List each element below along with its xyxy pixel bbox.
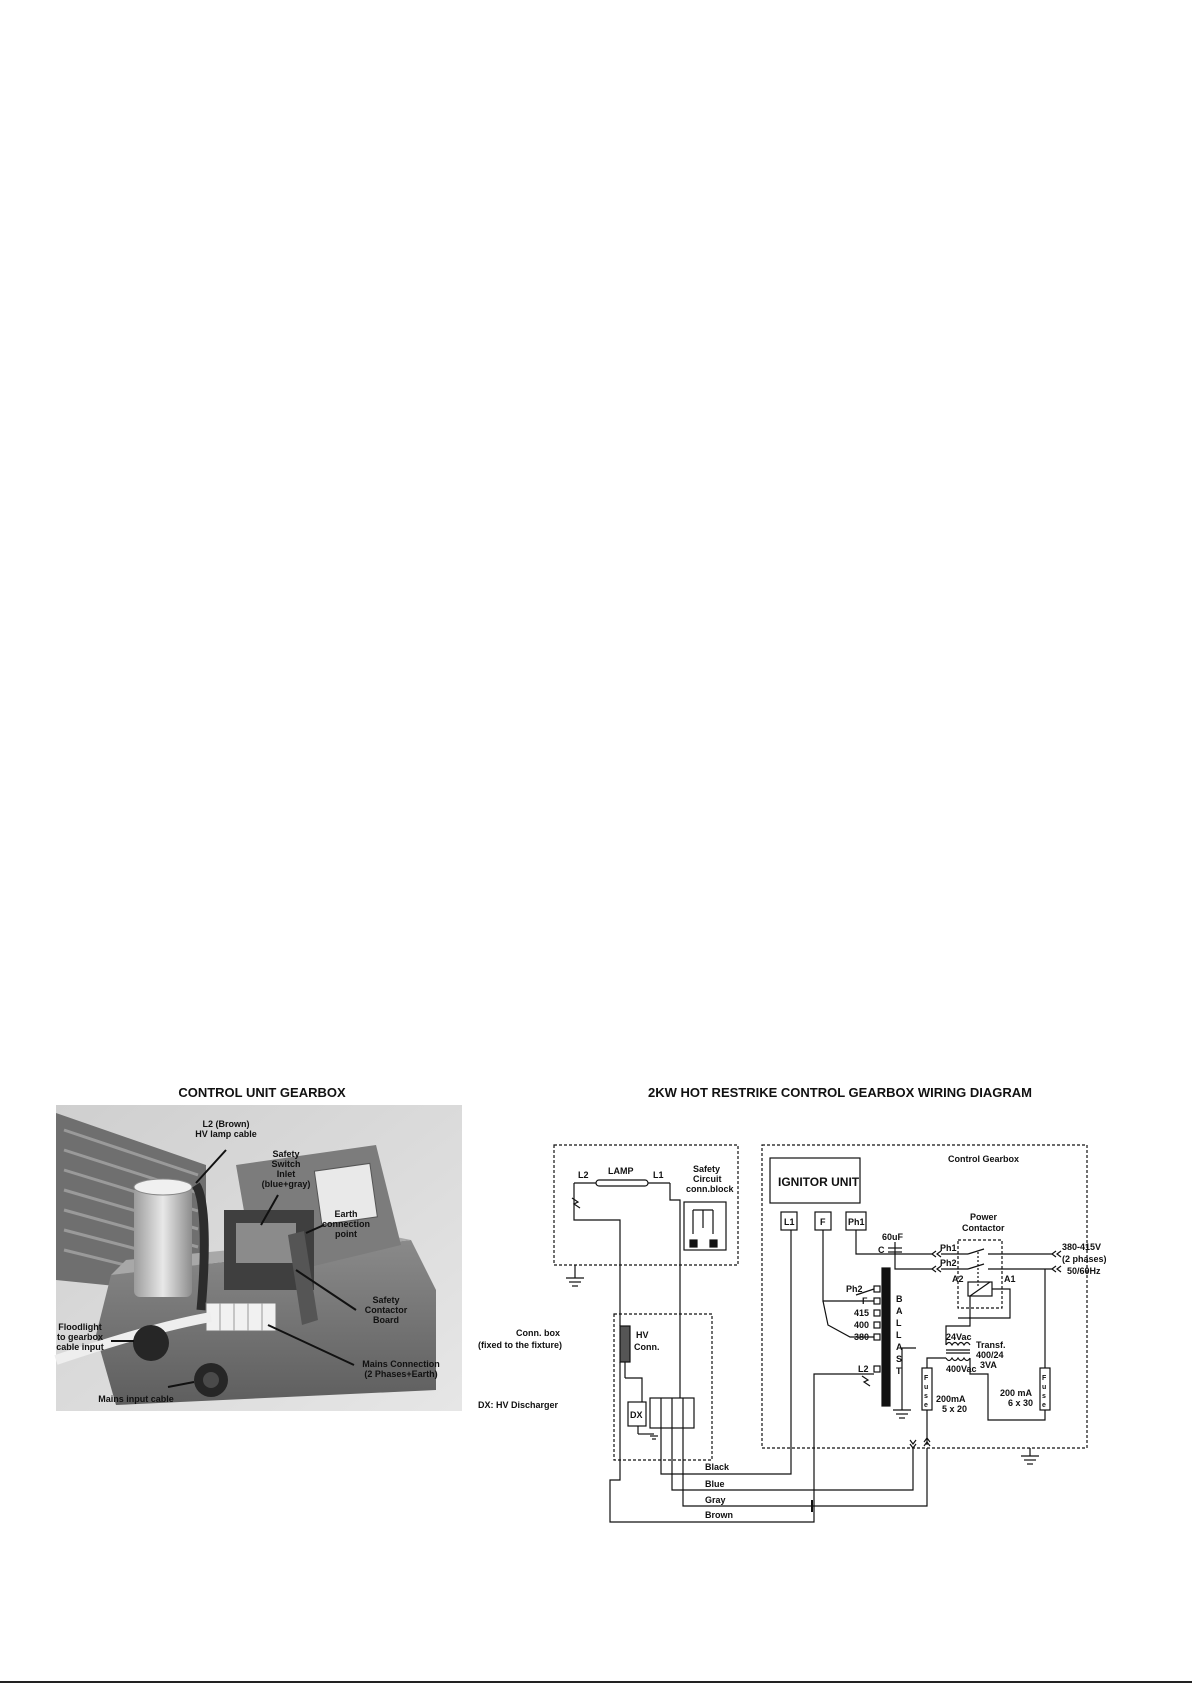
a1-label: A1 (1004, 1274, 1016, 1284)
tap-ph2: Ph2 (846, 1284, 863, 1294)
callout-blue-gray: (blue+gray) (261, 1179, 311, 1189)
contactor-ph1-label: Ph1 (940, 1243, 957, 1253)
ballast-letter-l2: L (896, 1330, 902, 1340)
lamp-l1-label: L1 (653, 1170, 664, 1180)
safety-label: Safety (693, 1164, 721, 1174)
terminal-l1-label: L1 (784, 1217, 795, 1227)
terminal-f-label: F (820, 1217, 826, 1227)
ballast-spark-icon (862, 1376, 870, 1386)
fuse1-u: u (924, 1384, 929, 1391)
fuse2-size: 6 x 30 (1008, 1398, 1034, 1408)
conn-box-label: Conn. box (516, 1328, 560, 1338)
callout-point: point (335, 1229, 357, 1239)
secondary-voltage: 24Vac (946, 1332, 972, 1342)
diagram-title: 2KW HOT RESTRIKE CONTROL GEARBOX WIRING DIAGRAM (648, 1085, 1032, 1100)
supply-plug-2 (1052, 1266, 1061, 1272)
fuse1-rating: 200mA (936, 1394, 966, 1404)
bottom-rule (0, 1681, 1192, 1683)
lamp-symbol (596, 1180, 648, 1186)
lamp-l2-label: L2 (578, 1170, 589, 1180)
safety-terminal-2 (710, 1240, 717, 1247)
dx-label: DX (630, 1410, 643, 1420)
transf-label: Transf. (976, 1340, 1006, 1350)
floodlight-gland (133, 1325, 169, 1361)
gearbox-photo (56, 1105, 462, 1411)
bottom-plug-1 (910, 1440, 916, 1448)
terminal-ph1-label: Ph1 (848, 1217, 865, 1227)
supply-phases: (2 phases) (1062, 1254, 1107, 1264)
transformer-primary (946, 1358, 970, 1361)
callout-contactor: Contactor (364, 1305, 408, 1315)
ballast-letter-a1: A (896, 1306, 903, 1316)
callout-switch: Switch (271, 1159, 301, 1169)
contactor-ph2-label: Ph2 (940, 1258, 957, 1268)
fuse2-e: e (1042, 1402, 1046, 1409)
supply-voltage: 380-415V (1062, 1242, 1102, 1252)
fuse1-e: e (924, 1402, 928, 1409)
dx-note: DX: HV Discharger (478, 1400, 559, 1410)
hv-conn-symbol (620, 1326, 630, 1362)
callout-safety: Safety (272, 1149, 300, 1159)
supply-plug-1 (1052, 1251, 1061, 1257)
fuse1-size: 5 x 20 (942, 1404, 968, 1414)
conn-block-label: conn.block (686, 1184, 734, 1194)
callout-hv-lamp-cable: HV lamp cable (195, 1129, 257, 1139)
ignitor-label: IGNITOR UNIT (778, 1175, 860, 1189)
callout-safety-2: Safety (372, 1295, 400, 1305)
fuse1-f: F (924, 1375, 929, 1382)
tap-415: 415 (854, 1308, 870, 1318)
fuse1-s: s (924, 1393, 928, 1400)
fuse2-rating: 200 mA (1000, 1388, 1033, 1398)
callout-l2-brown: L2 (Brown) (202, 1119, 250, 1129)
ph2-plug (932, 1266, 941, 1272)
primary-voltage: 400Vac (946, 1364, 977, 1374)
wire-brown-label: Brown (705, 1510, 733, 1520)
transf-ratio: 400/24 (976, 1350, 1004, 1360)
transformer-secondary (946, 1343, 970, 1346)
callout-two-phases-earth: (2 Phases+Earth) (364, 1369, 438, 1379)
mains-terminal-block (206, 1303, 276, 1331)
fuse2-u: u (1042, 1384, 1047, 1391)
spark-icon (572, 1198, 580, 1208)
tap-f: F (862, 1296, 868, 1306)
supply-frequency: 50/60Hz (1067, 1266, 1101, 1276)
gearbox-photo-illustration (56, 1105, 462, 1411)
tap-400: 400 (854, 1320, 870, 1330)
ballast-letter-a2: A (896, 1342, 903, 1352)
callout-mains-connection: Mains Connection (362, 1359, 440, 1369)
ballast-letter-b: B (896, 1294, 903, 1304)
capacitor-letter: C (878, 1245, 885, 1255)
safety-terminal-1 (690, 1240, 697, 1247)
circuit-label: Circuit (693, 1174, 722, 1184)
tap-l2: L2 (858, 1364, 869, 1374)
callout-earth: Earth (334, 1209, 358, 1219)
control-gearbox-label: Control Gearbox (948, 1154, 1020, 1164)
hv-label: HV (636, 1330, 649, 1340)
tap-380: 380 (854, 1332, 870, 1342)
fuse2-f: F (1042, 1375, 1047, 1382)
wire-black-label: Black (705, 1462, 730, 1472)
wiring-diagram (478, 1140, 1110, 1520)
contactor-label: Contactor (962, 1223, 1005, 1233)
wire-gray-label: Gray (705, 1495, 726, 1505)
capacitor-cylinder (134, 1187, 192, 1297)
ballast-letter-t: T (896, 1366, 902, 1376)
ph1-plug (932, 1251, 941, 1257)
lamp-label: LAMP (608, 1166, 634, 1176)
capacitor-value: 60uF (882, 1232, 904, 1242)
ballast-core (882, 1268, 890, 1406)
callout-inlet: Inlet (276, 1169, 296, 1179)
transf-va: 3VA (980, 1360, 997, 1370)
ballast-taps (874, 1286, 880, 1372)
conn-box-sub-label: (fixed to the fixture) (478, 1340, 563, 1350)
callout-mains-input-cable: Mains input cable (98, 1394, 174, 1404)
wire-blue-label: Blue (705, 1479, 725, 1489)
callout-connection: connection (321, 1219, 371, 1229)
power-label: Power (970, 1212, 998, 1222)
callout-to-gearbox: to gearbox (56, 1332, 104, 1342)
photo-title: CONTROL UNIT GEARBOX (178, 1085, 346, 1100)
ballast-letter-l1: L (896, 1318, 902, 1328)
callout-floodlight: Floodlight (58, 1322, 102, 1332)
wiring-diagram-svg (478, 1140, 1110, 1520)
callout-board: Board (372, 1315, 400, 1325)
conn-label: Conn. (634, 1342, 660, 1352)
ballast-letter-s: S (896, 1354, 903, 1364)
a2-label: A2 (952, 1274, 964, 1284)
callout-cable-input: cable input (56, 1342, 104, 1352)
fuse2-s: s (1042, 1393, 1046, 1400)
